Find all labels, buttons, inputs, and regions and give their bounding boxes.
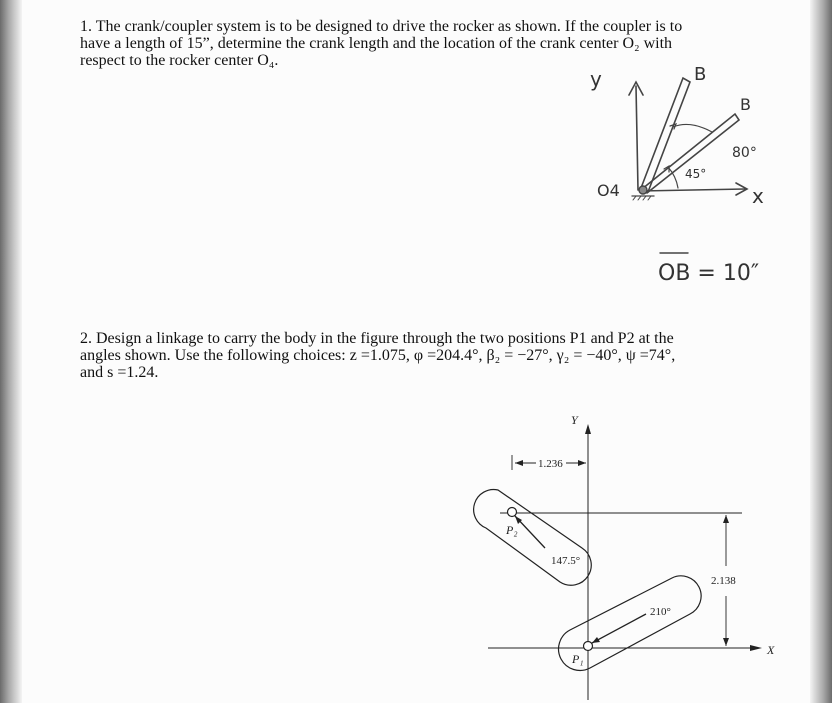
rocker-position-lower [642, 114, 739, 193]
dim-h-arrow-right [578, 460, 586, 466]
problem-1-line-1: 1. The crank/coupler system is to be designed to drive the rocker as shown. If the coupler is to [80, 18, 683, 35]
rocker-position-upper [641, 78, 690, 192]
sketch-x-axis [640, 189, 745, 191]
sketch-o4-label: O4 [597, 181, 620, 200]
fig-dim-horizontal: 1.236 [538, 458, 563, 470]
sketch-angle-45: 45° [685, 167, 707, 181]
two-position-figure [474, 424, 762, 700]
problem-1-line-3: respect to the rocker center O₄. [80, 52, 279, 69]
problem-2-text [80, 330, 690, 381]
problem-2-line-3: and s =1.24. [80, 364, 159, 381]
o4-pivot [639, 186, 647, 194]
p2-point [508, 508, 517, 517]
fig-dim-vertical: 2.138 [711, 575, 736, 587]
body-position-p2 [474, 490, 592, 586]
sketch-x-label: x [752, 184, 764, 208]
problem-2-line-1: 2. Design a linkage to carry the body in the figure through the two positions P1 and P2 at the [80, 330, 674, 347]
fig-x-arrow [750, 645, 762, 651]
rocker-sketch [629, 78, 747, 253]
p1-arrowhead [592, 637, 600, 643]
fig-p1-label: P₁ [572, 652, 584, 666]
dim-h-arrow-left [515, 460, 523, 466]
sketch-y-axis [636, 86, 638, 190]
sketch-b-lower: B [740, 95, 751, 114]
p1-point [584, 642, 593, 651]
dim-v-arrow-bottom [723, 638, 729, 646]
fig-p2-label: P₂ [506, 523, 518, 537]
arc-80 [673, 124, 712, 132]
sketch-angle-80: 80° [732, 145, 757, 161]
sketch-ob-length: OB = 10″ [658, 261, 760, 286]
sketch-b-upper: B [694, 64, 707, 85]
problem-1-line-2: have a length of 15”, determine the crank length and the location of the crank center O₂ with [80, 35, 673, 52]
fig-angle-p1: 210° [650, 606, 671, 618]
fig-x-label: X [767, 643, 775, 657]
fig-y-label: Y [571, 413, 578, 427]
fig-angle-p2: 147.5° [551, 555, 581, 567]
sketch-y-label: y [590, 67, 602, 91]
fig-y-arrow [585, 424, 591, 434]
p1-direction-line [592, 614, 646, 643]
problem-2-line-2: angles shown. Use the following choices: z =1.075, φ =204.4°, β₂ = −27°, γ₂ = −40°, ψ =74°, [80, 347, 676, 364]
dim-v-arrow-top [723, 515, 729, 523]
